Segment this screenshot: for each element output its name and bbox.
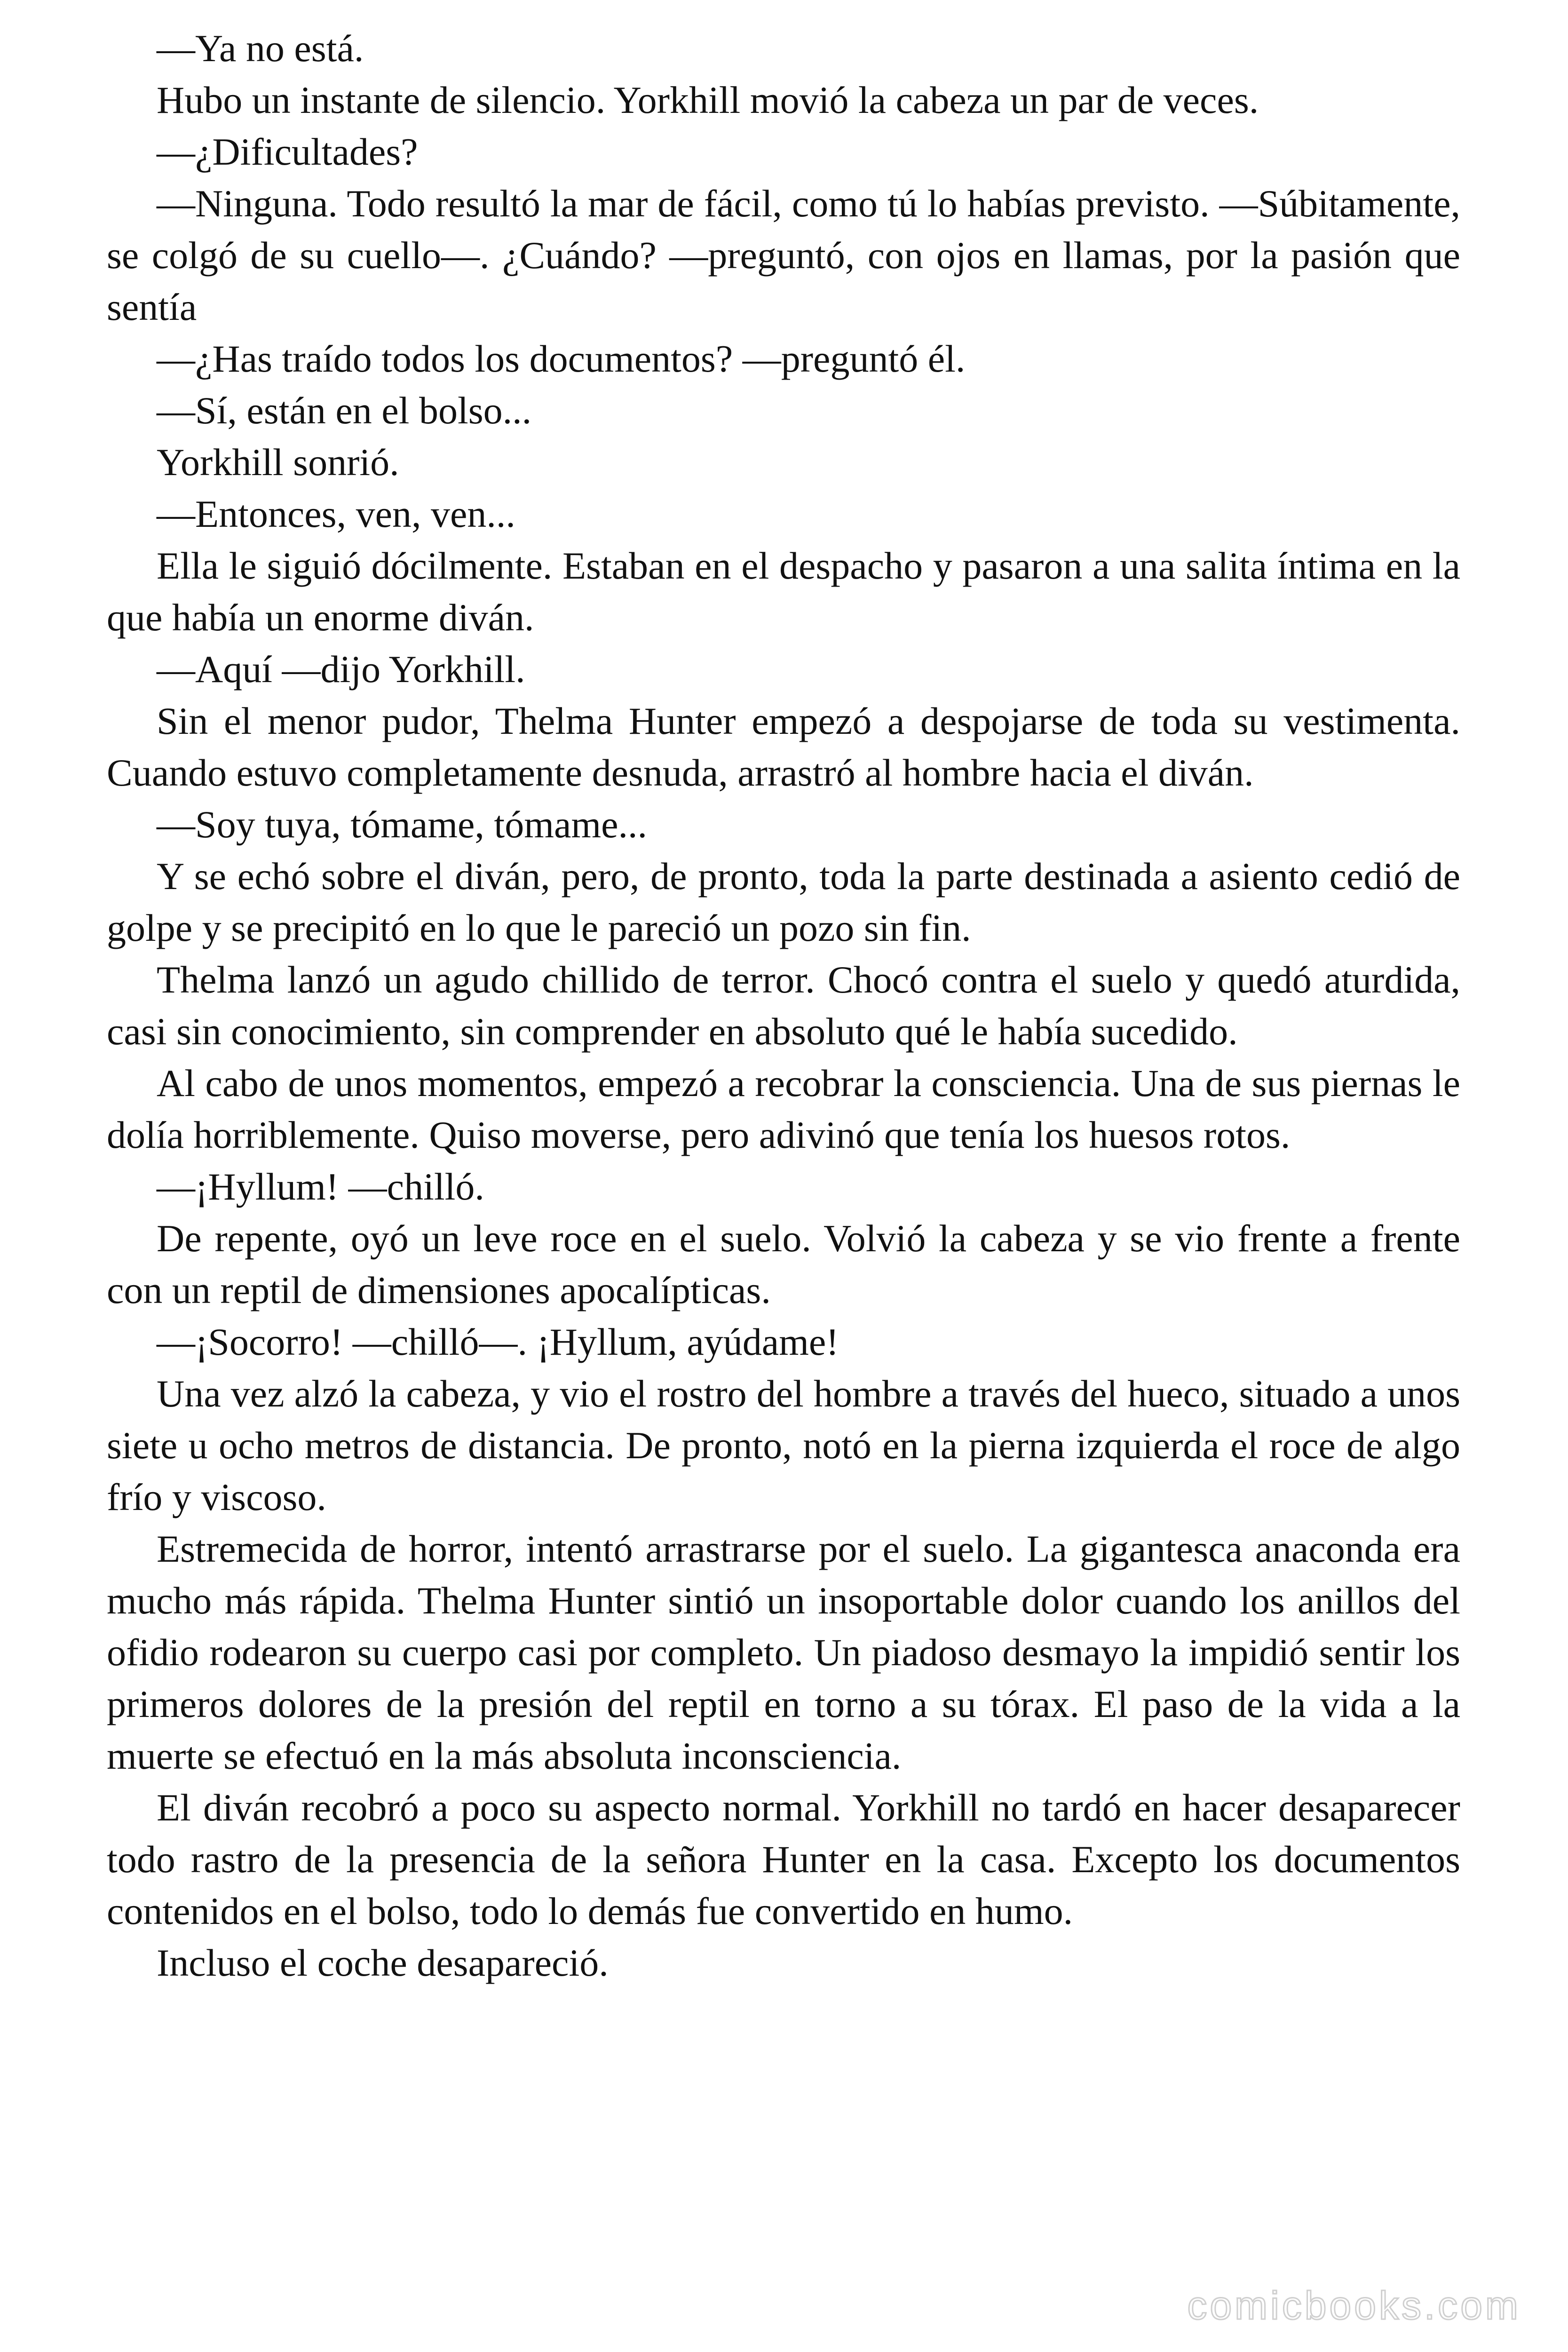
paragraph: Incluso el coche desapareció. [157,1941,609,1984]
paragraph: Yorkhill sonrió. [157,441,399,484]
paragraph: El diván recobró a poco su aspecto normal. Yorkhill no tardó en hacer desaparecer todo rastro de la presencia de la señora Hunter en la casa. Excepto los documentos contenidos en el bolso, todo lo demás fue convertido en humo. [107,1786,1460,1932]
paragraph: —Ninguna. Todo resultó la mar de fácil, como tú lo habías previsto. —Súbitamente, se colgó de su cuello—. ¿Cuándo? —preguntó, con ojos en llamas, por la pasión que sentía [107,182,1460,328]
watermark: comicbooks.com [1187,2283,1521,2328]
paragraph: Hubo un instante de silencio. Yorkhill movió la cabeza un par de veces. [157,79,1259,121]
paragraph: Estremecida de horror, intentó arrastrarse por el suelo. La gigantesca anaconda era mucho más rápida. Thelma Hunter sintió un insoportable dolor cuando los anillos del ofidio rodearon su cuerpo casi por completo. Un piadoso desmayo la impidió sentir los primeros dolores de la presión del reptil en torno a su tórax. El paso de la vida a la muerte se efectuó en la más absoluta inconsciencia. [107,1527,1460,1777]
paragraph: —¡Socorro! —chilló—. ¡Hyllum, ayúdame! [157,1320,839,1363]
paragraph: Sin el menor pudor, Thelma Hunter empezó a despojarse de toda su vestimenta. Cuando estuvo completamente desnuda, arrastró al hombre hacia el diván. [107,699,1460,794]
paragraph: Ella le siguió dócilmente. Estaban en el despacho y pasaron a una salita íntima en la que había un enorme diván. [107,544,1460,639]
page-text [107,23,1460,1989]
paragraph: Thelma lanzó un agudo chillido de terror. Chocó contra el suelo y quedó aturdida, casi sin conocimiento, sin comprender en absoluto qué le había sucedido. [107,958,1460,1053]
paragraph: —Ya no está. [157,27,364,70]
paragraph: —Sí, están en el bolso... [157,389,532,432]
paragraph: —Soy tuya, tómame, tómame... [157,803,648,846]
paragraph: —¿Dificultades? [157,130,418,173]
paragraph: —¡Hyllum! —chilló. [157,1165,484,1208]
paragraph: Una vez alzó la cabeza, y vio el rostro del hombre a través del hueco, situado a unos siete u ocho metros de distancia. De pronto, notó en la pierna izquierda el roce de algo frío y viscoso. [107,1372,1460,1518]
paragraph: —Aquí —dijo Yorkhill. [157,648,525,691]
paragraph: De repente, oyó un leve roce en el suelo. Volvió la cabeza y se vio frente a frente con un reptil de dimensiones apocalípticas. [107,1217,1460,1311]
paragraph: —Entonces, ven, ven... [157,493,515,535]
paragraph: Y se echó sobre el diván, pero, de pronto, toda la parte destinada a asiento cedió de golpe y se precipitó en lo que le pareció un pozo sin fin. [107,855,1460,949]
paragraph: Al cabo de unos momentos, empezó a recobrar la consciencia. Una de sus piernas le dolía horriblemente. Quiso moverse, pero adivinó que tenía los huesos rotos. [107,1062,1460,1156]
paragraph: —¿Has traído todos los documentos? —preguntó él. [157,337,966,380]
